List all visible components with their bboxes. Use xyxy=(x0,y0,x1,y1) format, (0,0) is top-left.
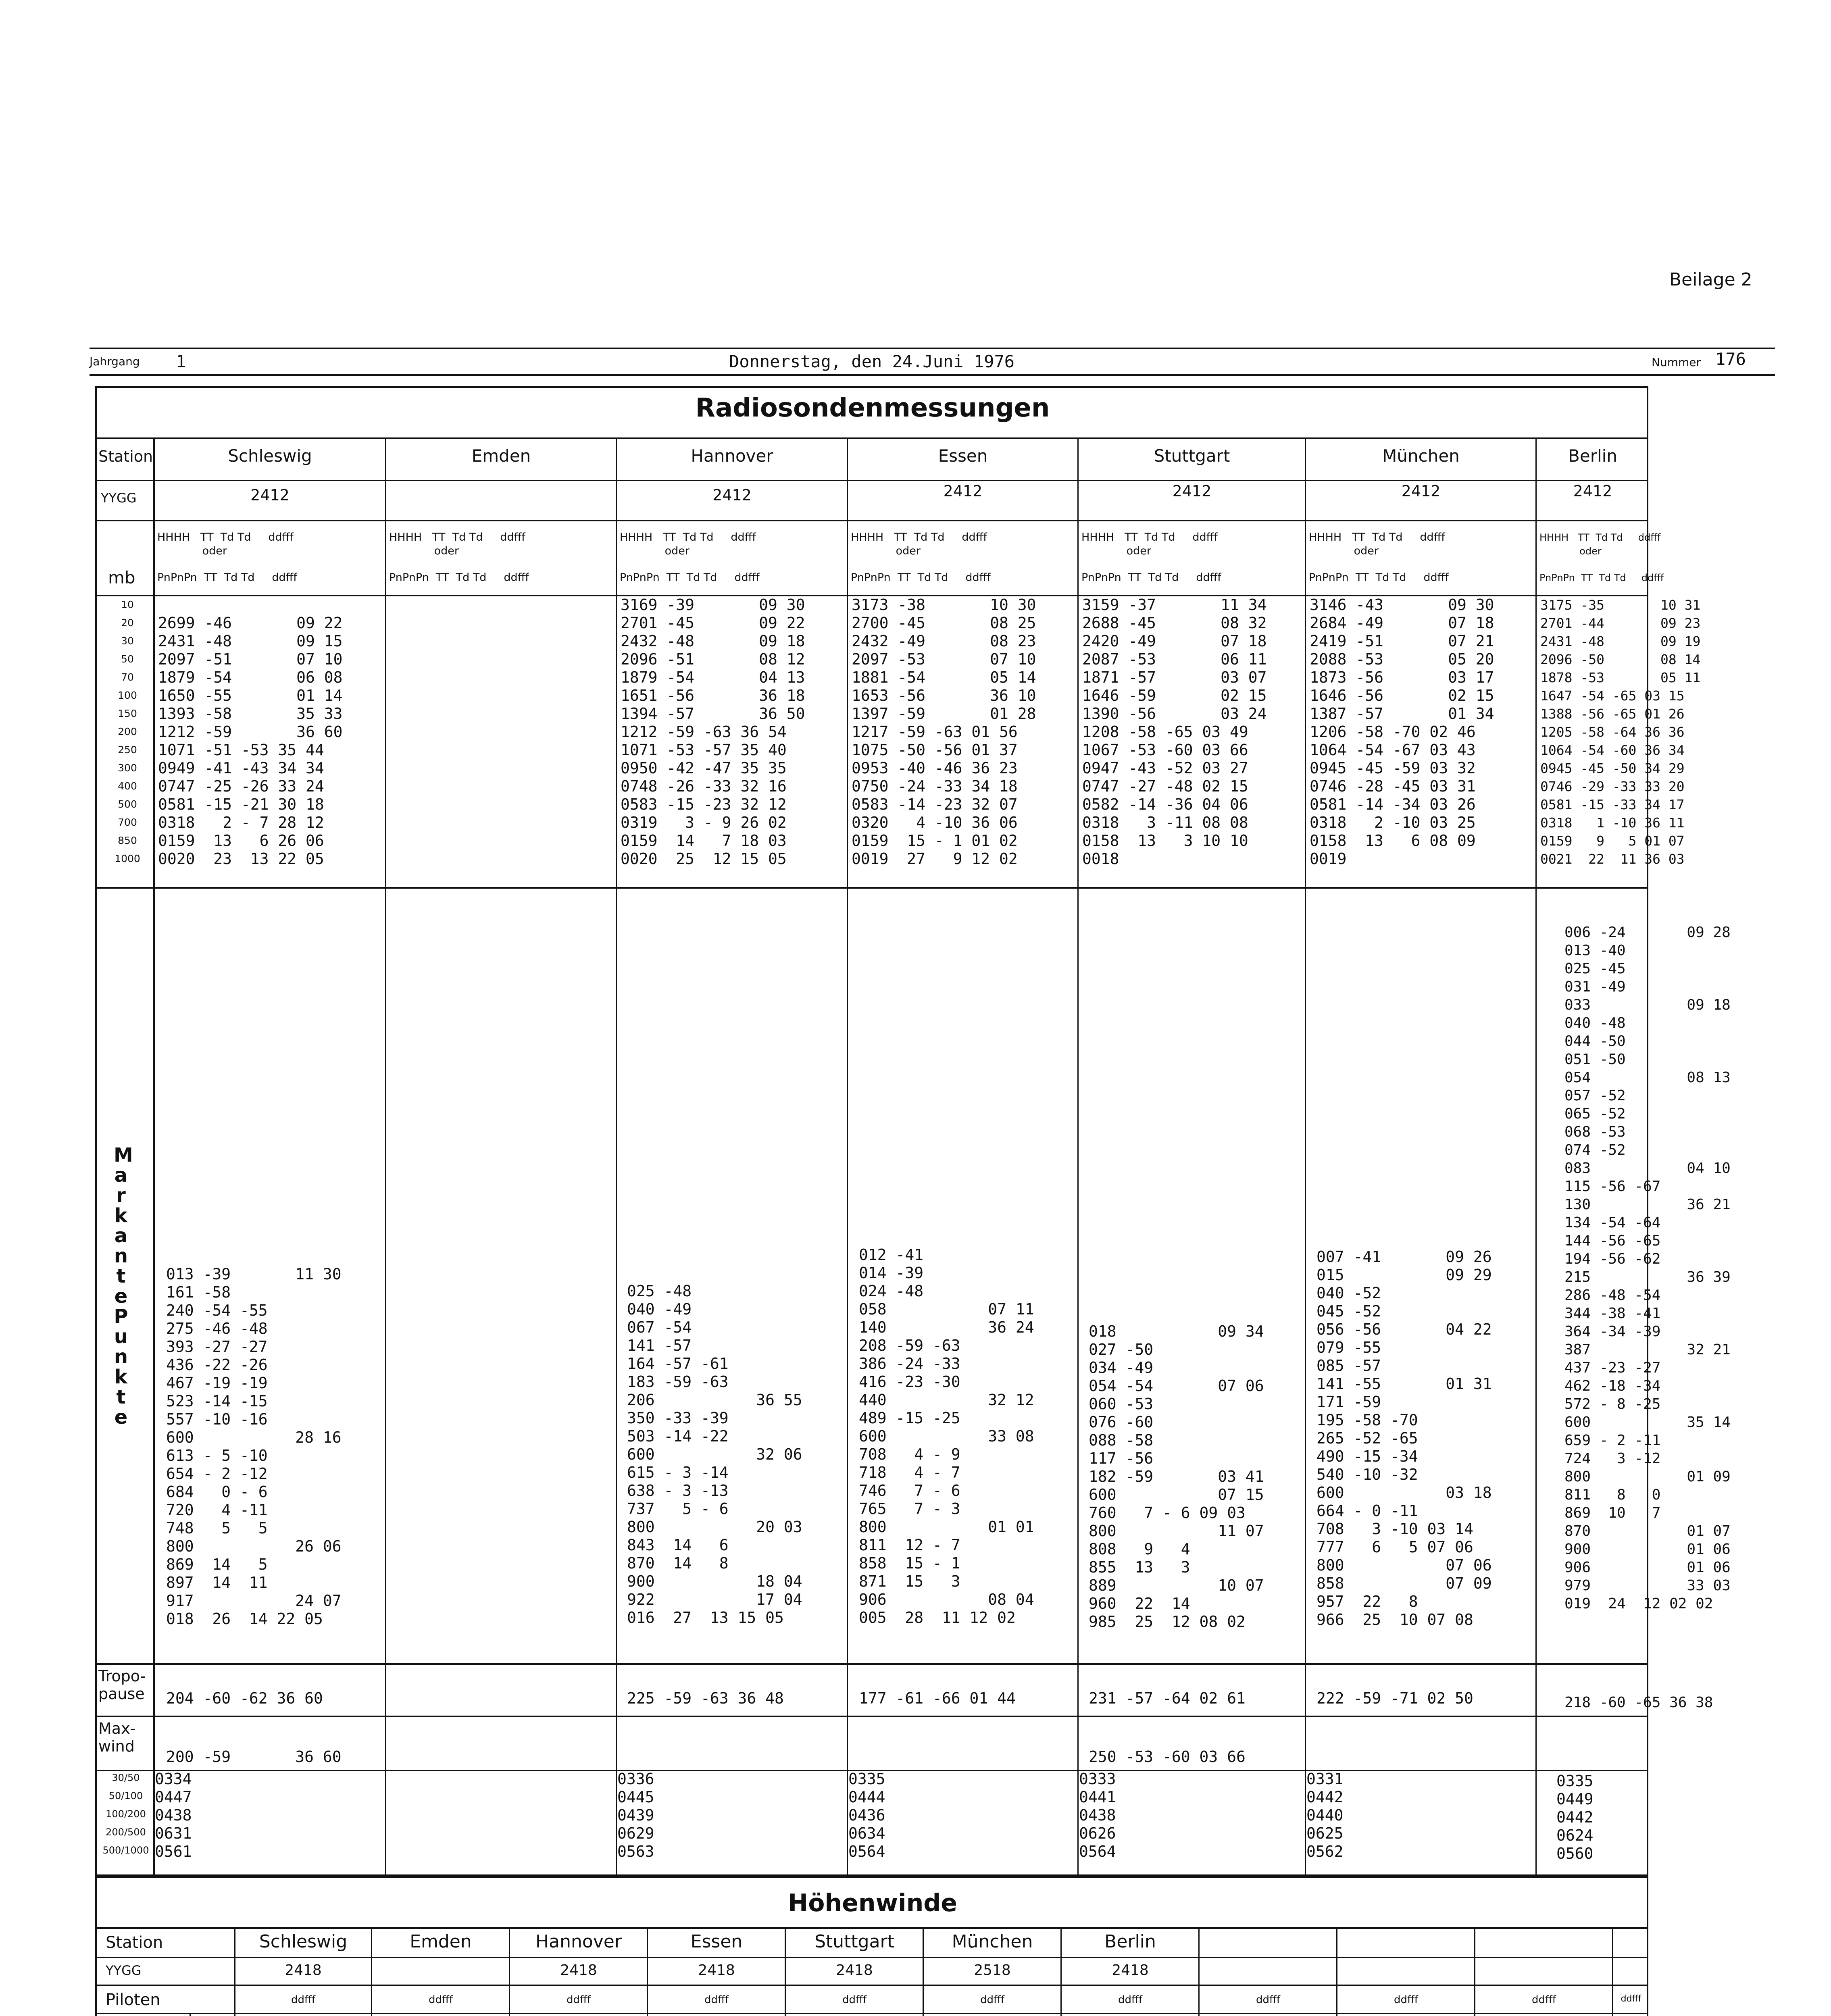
std-levels-muenchen: 3146 -43 09 30 2684 -49 07 18 2419 -51 07 21 2088 -53 05 20 1873 -56 03 17 1646 -56 02 15 1387 -57 01 34 1206 -58 -70 02 46 1064 -54 -67 03 43 0945 -45 -59 03 32 0746 -28 -45 03 31 0581 -14 -34 03 26 0318 2 -10 03 25 0158 13 6 08 09 0019 xyxy=(1310,596,1494,868)
yygg-label: YYGG xyxy=(101,490,137,506)
mb-level: 300 xyxy=(118,762,137,774)
colhdr-a: HHHH TT Td Td ddfff oder xyxy=(1309,531,1445,557)
row-rule xyxy=(95,887,1648,889)
piloten-ddfff: ddfff xyxy=(704,1994,729,2006)
mb-label: mb xyxy=(108,568,135,587)
tropopause-label: Tropo- pause xyxy=(98,1667,146,1703)
col-rule xyxy=(847,437,848,1876)
thickness-hannover: 0336 0445 0439 0629 0563 xyxy=(617,1770,654,1860)
std-levels-schleswig: 2699 -46 09 22 2431 -48 09 15 2097 -51 07 10 1879 -54 06 08 1650 -55 01 14 1393 -58 35 33 1212 -59 36 60 1071 -51 -53 35 44 0949 -41 -43 34 34 0747 -25 -26 33 24 0581 -15 -21 30 18 0318 2 - 7 28 12 0159 13 6 26 06 0020 23 13 22 05 xyxy=(158,614,343,868)
col-rule xyxy=(785,1927,786,2016)
tropopause-berlin: 218 -60 -65 36 38 xyxy=(1564,1694,1713,1711)
mb-level: 30 xyxy=(121,635,134,647)
mb-level: 250 xyxy=(118,744,137,756)
colhdr-b: PnPnPn TT Td Td ddfff xyxy=(1539,572,1664,583)
maxwind-stuttgart: 250 -53 -60 03 66 xyxy=(1089,1748,1246,1766)
row-rule xyxy=(95,1927,1648,1929)
markante-essen: 012 -41 014 -39 024 -48 058 07 11 140 36 24 208 -59 -63 386 -24 -33 416 -23 -30 440 32 12 489 -15 -25 600 33 08 708 4 - 9 718 4 - 7 746 7 - 6 765 7 - 3 800 01 01 811 12 - 7 858 15 - 1 871 15 3 906 08 04 005 28 11 12 02 xyxy=(859,1246,1034,1627)
hoehenwinde-title: Höhenwinde xyxy=(788,1889,957,1917)
col-rule xyxy=(923,1927,924,2016)
hw-station: Schleswig xyxy=(259,1931,348,1952)
nummer-label: Nummer xyxy=(1652,356,1701,369)
station-stuttgart: Stuttgart xyxy=(1154,446,1230,466)
mb-level: 20 xyxy=(121,617,134,629)
col-rule xyxy=(1474,1927,1475,2016)
piloten-ddfff: ddfff xyxy=(980,1994,1005,2006)
markante-punkte-text: Markante Punkte xyxy=(114,1144,133,1429)
colhdr-b: PnPnPn TT Td Td ddfff xyxy=(851,571,991,584)
col-rule xyxy=(1336,1927,1337,2016)
thickness-stuttgart: 0333 0441 0438 0626 0564 xyxy=(1079,1770,1116,1860)
yygg-muenchen: 2412 xyxy=(1401,482,1441,500)
station-essen: Essen xyxy=(938,446,988,466)
hw-station: Berlin xyxy=(1104,1931,1156,1952)
mb-level: 50 xyxy=(121,653,134,665)
piloten-ddfff: ddfff xyxy=(566,1994,591,2006)
std-levels-berlin: 3175 -35 10 31 2701 -44 09 23 2431 -48 09 19 2096 -50 08 14 1878 -53 05 11 1647 -54 -65 03 15 1388 -56 -65 01 26 1205 -58 -64 36 36 1064 -54 -60 36 34 0945 -45 -50 34 29 0746 -29 -33 33 20 0581 -15 -33 34 17 0318 1 -10 36 11 0159 9 5 01 07 0021 22 11 36 03 xyxy=(1540,597,1701,867)
mb-level: 150 xyxy=(118,708,137,719)
mb-level: 100 xyxy=(118,689,137,701)
hw-station: Stuttgart xyxy=(814,1931,894,1952)
row-rule xyxy=(95,1957,1648,1958)
col-rule xyxy=(385,437,386,1876)
piloten-ddfff: ddfff xyxy=(1531,1994,1556,2006)
piloten-ddfff: ddfff xyxy=(1621,1994,1641,2004)
jahrgang-value: 1 xyxy=(176,352,186,371)
row-rule xyxy=(95,520,1648,521)
colhdr-b: PnPnPn TT Td Td ddfff xyxy=(389,571,529,584)
thickness-layer: 500/1000 xyxy=(102,1845,149,1856)
jahrgang-label: Jahrgang xyxy=(90,355,140,368)
piloten-ddfff: ddfff xyxy=(1394,1994,1419,2006)
markante-berlin: 006 -24 09 28 013 -40 025 -45 031 -49 033 09 18 040 -48 044 -50 051 -50 054 08 13 057 -52 065 -52 068 -53 074 -52 083 04 10 115 -56 -67 130 36 21 134 -54 -64 144 -56 -65 194 -56 -62 215 36 39 286 -48 -54 344 -38 -41 364 -34 -39 387 32 21 437 -23 -27 462 -18 -34 572 - 8 -25 600 35 14 659 - 2 -11 724 3 -12 800 01 09 811 8 0 869 10 7 870 01 07 900 01 06 906 01 06 979 33 03 019 24 12 02 02 xyxy=(1564,924,1731,1612)
thickness-schleswig: 0334 0447 0438 0631 0561 xyxy=(155,1770,192,1860)
col-rule xyxy=(1612,1927,1613,2016)
mb-level: 400 xyxy=(118,780,137,792)
piloten-label: Piloten xyxy=(106,1991,160,2009)
markante-hannover: 025 -48 040 -49 067 -54 141 -57 164 -57 -61 183 -59 -63 206 36 55 350 -33 -39 503 -14 -22 600 32 06 615 - 3 -14 638 - 3 -13 737 5 - 6 800 20 03 843 14 6 870 14 8 900 18 04 922 17 04 016 27 13 15 05 xyxy=(627,1282,802,1627)
markante-muenchen: 007 -41 09 26 015 09 29 040 -52 045 -52 056 -56 04 22 079 -55 085 -57 141 -55 01 31 171 -59 195 -58 -70 265 -52 -65 490 -15 -34 540 -10 -32 600 03 18 664 - 0 -11 708 3 -10 03 14 777 6 5 07 06 800 07 06 858 07 09 957 22 8 966 25 10 07 08 xyxy=(1316,1248,1492,1629)
tropopause-stuttgart: 231 -57 -64 02 61 xyxy=(1089,1689,1246,1707)
station-schleswig: Schleswig xyxy=(228,446,312,466)
issue-date: Donnerstag, den 24.Juni 1976 xyxy=(729,352,1015,371)
maxwind-label: Max- wind xyxy=(98,1720,136,1755)
yygg-schleswig: 2412 xyxy=(250,486,290,504)
col-rule xyxy=(616,437,617,1876)
colhdr-a: HHHH TT Td Td ddfff oder xyxy=(851,531,987,557)
thickness-essen: 0335 0444 0436 0634 0564 xyxy=(848,1770,885,1860)
piloten-ddfff: ddfff xyxy=(1118,1994,1143,2006)
yygg-essen: 2412 xyxy=(943,482,983,500)
row-rule xyxy=(95,2013,1648,2014)
station-muenchen: München xyxy=(1382,446,1460,466)
mb-level: 70 xyxy=(121,671,134,683)
colhdr-a: HHHH TT Td Td ddfff oder xyxy=(1081,531,1218,557)
markante-schleswig: 013 -39 11 30 161 -58 240 -54 -55 275 -46 -48 393 -27 -27 436 -22 -26 467 -19 -19 523 -14 -15 557 -10 -16 600 28 16 613 - 5 -10 654 - 2 -12 684 0 - 6 720 4 -11 748 5 5 800 26 06 869 14 5 897 14 11 917 24 07 018 26 14 22 05 xyxy=(166,1265,342,1628)
piloten-ddfff: ddfff xyxy=(842,1994,867,2006)
thickness-layer: 50/100 xyxy=(108,1790,143,1801)
tropopause-schleswig: 204 -60 -62 36 60 xyxy=(166,1689,323,1707)
hw-yygg: 2418 xyxy=(836,1962,873,1979)
hw-station: München xyxy=(952,1931,1033,1952)
row-rule xyxy=(95,1716,1648,1717)
station-emden: Emden xyxy=(471,446,531,466)
mb-level: 10 xyxy=(121,599,134,610)
maxwind-schleswig: 200 -59 36 60 xyxy=(166,1748,342,1766)
colhdr-a: HHHH TT Td Td ddfff oder xyxy=(1539,532,1661,557)
mb-level: 500 xyxy=(118,798,137,810)
col-rule xyxy=(1077,437,1079,1876)
mb-level: 700 xyxy=(118,816,137,828)
hw-yygg: 2418 xyxy=(560,1962,597,1979)
col-rule xyxy=(509,1927,510,2016)
thickness-layer: 200/500 xyxy=(106,1826,146,1838)
thickness-muenchen: 0331 0442 0440 0625 0562 xyxy=(1306,1770,1344,1860)
colhdr-b: PnPnPn TT Td Td ddfff xyxy=(620,571,760,584)
yygg-stuttgart: 2412 xyxy=(1172,482,1212,500)
yygg-berlin: 2412 xyxy=(1573,482,1612,500)
col-rule xyxy=(1535,437,1537,1876)
tropopause-hannover: 225 -59 -63 36 48 xyxy=(627,1689,784,1707)
col-rule xyxy=(153,437,155,1876)
radiosonden-title: Radiosondenmessungen xyxy=(695,393,1050,423)
station-berlin: Berlin xyxy=(1568,446,1617,466)
thickness-layer: 30/50 xyxy=(112,1772,140,1783)
thickness-berlin: 0335 0449 0442 0624 0560 xyxy=(1556,1772,1594,1862)
col-rule xyxy=(1198,1927,1200,2016)
mb-level: 1000 xyxy=(115,853,140,864)
colhdr-b: PnPnPn TT Td Td ddfff xyxy=(1081,571,1221,584)
std-levels-stuttgart: 3159 -37 11 34 2688 -45 08 32 2420 -49 07 18 2087 -53 06 11 1871 -57 03 07 1646 -59 02 15 1390 -56 03 24 1208 -58 -65 03 49 1067 -53 -60 03 66 0947 -43 -52 03 27 0747 -27 -48 02 15 0582 -14 -36 04 06 0318 3 -11 08 08 0158 13 3 10 10 0018 xyxy=(1082,596,1267,868)
tropopause-muenchen: 222 -59 -71 02 50 xyxy=(1316,1689,1473,1707)
colhdr-a: HHHH TT Td Td ddfff oder xyxy=(620,531,756,557)
nummer-value: 176 xyxy=(1715,349,1746,369)
markante-punkte-label xyxy=(109,1145,133,1427)
col-rule xyxy=(1060,1927,1062,2016)
station-hannover: Hannover xyxy=(691,446,773,466)
thickness-layer: 100/200 xyxy=(106,1808,146,1820)
col-rule xyxy=(371,1927,372,2016)
header-rule-bottom xyxy=(90,374,1775,376)
station-label: Station xyxy=(98,448,153,465)
hw-yygg: 2418 xyxy=(698,1962,735,1979)
hw-station: Essen xyxy=(690,1931,743,1952)
mb-level: 200 xyxy=(118,726,137,737)
hw-yygg: 2418 xyxy=(1112,1962,1149,1979)
yygg-hannover: 2412 xyxy=(712,486,752,504)
std-levels-essen: 3173 -38 10 30 2700 -45 08 25 2432 -49 08 23 2097 -53 07 10 1881 -54 05 14 1653 -56 36 10 1397 -59 01 28 1217 -59 -63 01 56 1075 -50 -56 01 37 0953 -40 -46 36 23 0750 -24 -33 34 18 0583 -14 -23 32 07 0320 4 -10 36 06 0159 15 - 1 01 02 0019 27 9 12 02 xyxy=(852,596,1036,868)
colhdr-a: HHHH TT Td Td ddfff oder xyxy=(157,531,294,557)
header-rule-top xyxy=(90,348,1775,349)
colhdr-a: HHHH TT Td Td ddfff oder xyxy=(389,531,525,557)
col-rule xyxy=(647,1927,648,2016)
hw-yygg: 2518 xyxy=(974,1962,1011,1979)
hw-yygg: 2418 xyxy=(285,1962,322,1979)
std-levels-hannover: 3169 -39 09 30 2701 -45 09 22 2432 -48 09 18 2096 -51 08 12 1879 -54 04 13 1651 -56 36 18 1394 -57 36 50 1212 -59 -63 36 54 1071 -53 -57 35 40 0950 -42 -47 35 35 0748 -26 -33 32 16 0583 -15 -23 32 12 0319 3 - 9 26 02 0159 14 7 18 03 0020 25 12 15 05 xyxy=(621,596,805,868)
markante-stuttgart: 018 09 34 027 -50 034 -49 054 -54 07 06 060 -53 076 -60 088 -58 117 -56 182 -59 03 41 600 07 15 760 7 - 6 09 03 800 11 07 808 9 4 855 13 3 889 10 07 960 22 14 985 25 12 08 02 xyxy=(1089,1322,1264,1631)
row-rule xyxy=(95,480,1648,481)
colhdr-b: PnPnPn TT Td Td ddfff xyxy=(157,571,297,584)
mb-level: 850 xyxy=(118,835,137,846)
hw-station: Hannover xyxy=(535,1931,622,1952)
col-rule xyxy=(190,2013,191,2016)
colhdr-b: PnPnPn TT Td Td ddfff xyxy=(1309,571,1449,584)
hw-yygg-label: YYGG xyxy=(106,1963,142,1978)
piloten-ddfff: ddfff xyxy=(428,1994,453,2006)
row-rule xyxy=(95,437,1648,439)
hw-station-label: Station xyxy=(106,1933,163,1952)
hw-station: Emden xyxy=(410,1931,472,1952)
beilage-label: Beilage 2 xyxy=(1669,269,1752,290)
row-rule xyxy=(95,1663,1648,1665)
tropopause-essen: 177 -61 -66 01 44 xyxy=(859,1689,1016,1707)
col-rule xyxy=(1305,437,1306,1876)
piloten-ddfff: ddfff xyxy=(1256,1994,1281,2006)
piloten-ddfff: ddfff xyxy=(291,1994,316,2006)
row-rule xyxy=(95,1985,1648,1986)
